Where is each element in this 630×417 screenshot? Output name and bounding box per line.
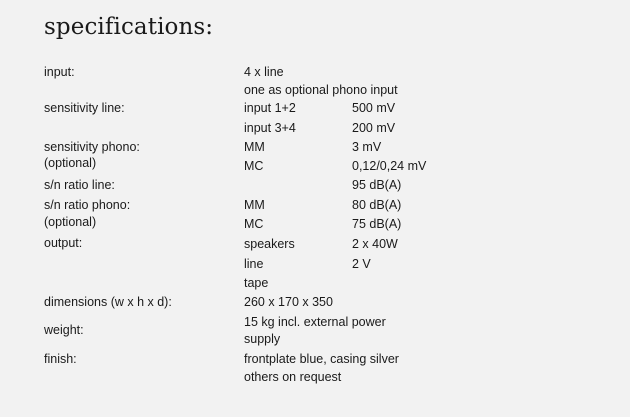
sn-ratio-phono-mc: MC <box>244 217 264 231</box>
sensitivity-phono-mc: MC <box>244 159 264 173</box>
dimensions-label: dimensions (w x h x d): <box>44 295 172 309</box>
finish-value: frontplate blue, casing silver <box>244 352 399 366</box>
dimensions-value: 260 x 170 x 350 <box>244 295 333 309</box>
sensitivity-line-label: sensitivity line: <box>44 101 125 115</box>
sn-ratio-line-label: s/n ratio line: <box>44 178 115 192</box>
finish-value-cont: others on request <box>244 370 342 384</box>
sensitivity-line-input-1-2-value: 500 mV <box>352 101 396 115</box>
output-line: line <box>244 257 264 271</box>
sensitivity-phono-mm: MM <box>244 140 265 154</box>
sn-ratio-phono-mm: MM <box>244 198 265 212</box>
sn-ratio-phono-mc-value: 75 dB(A) <box>352 217 402 231</box>
output-line-value: 2 V <box>352 257 371 271</box>
sn-ratio-phono-optional: (optional) <box>44 215 97 229</box>
sensitivity-phono-mc-value: 0,12/0,24 mV <box>352 159 427 173</box>
sn-ratio-phono-label: s/n ratio phono: <box>44 198 131 212</box>
input-value-note: one as optional phono input <box>244 83 398 97</box>
weight-value-cont: supply <box>244 332 281 346</box>
sensitivity-phono-label: sensitivity phono: <box>44 140 140 154</box>
sensitivity-phono-mm-value: 3 mV <box>352 140 382 154</box>
sn-ratio-line-value: 95 dB(A) <box>352 178 402 192</box>
output-speakers-value: 2 x 40W <box>352 237 398 251</box>
input-value: 4 x line <box>244 65 284 79</box>
output-label: output: <box>44 236 83 250</box>
sensitivity-line-input-3-4-value: 200 mV <box>352 121 396 135</box>
weight-value: 15 kg incl. external power <box>244 315 386 329</box>
sensitivity-line-input-3-4: input 3+4 <box>244 121 296 135</box>
input-label: input: <box>44 65 75 79</box>
page-title: specifications: <box>44 14 214 40</box>
sensitivity-line-input-1-2: input 1+2 <box>244 101 296 115</box>
output-tape: tape <box>244 276 269 290</box>
weight-label: weight: <box>44 323 84 337</box>
finish-label: finish: <box>44 352 77 366</box>
sn-ratio-phono-mm-value: 80 dB(A) <box>352 198 402 212</box>
output-speakers: speakers <box>244 237 295 251</box>
sensitivity-phono-optional: (optional) <box>44 156 97 170</box>
